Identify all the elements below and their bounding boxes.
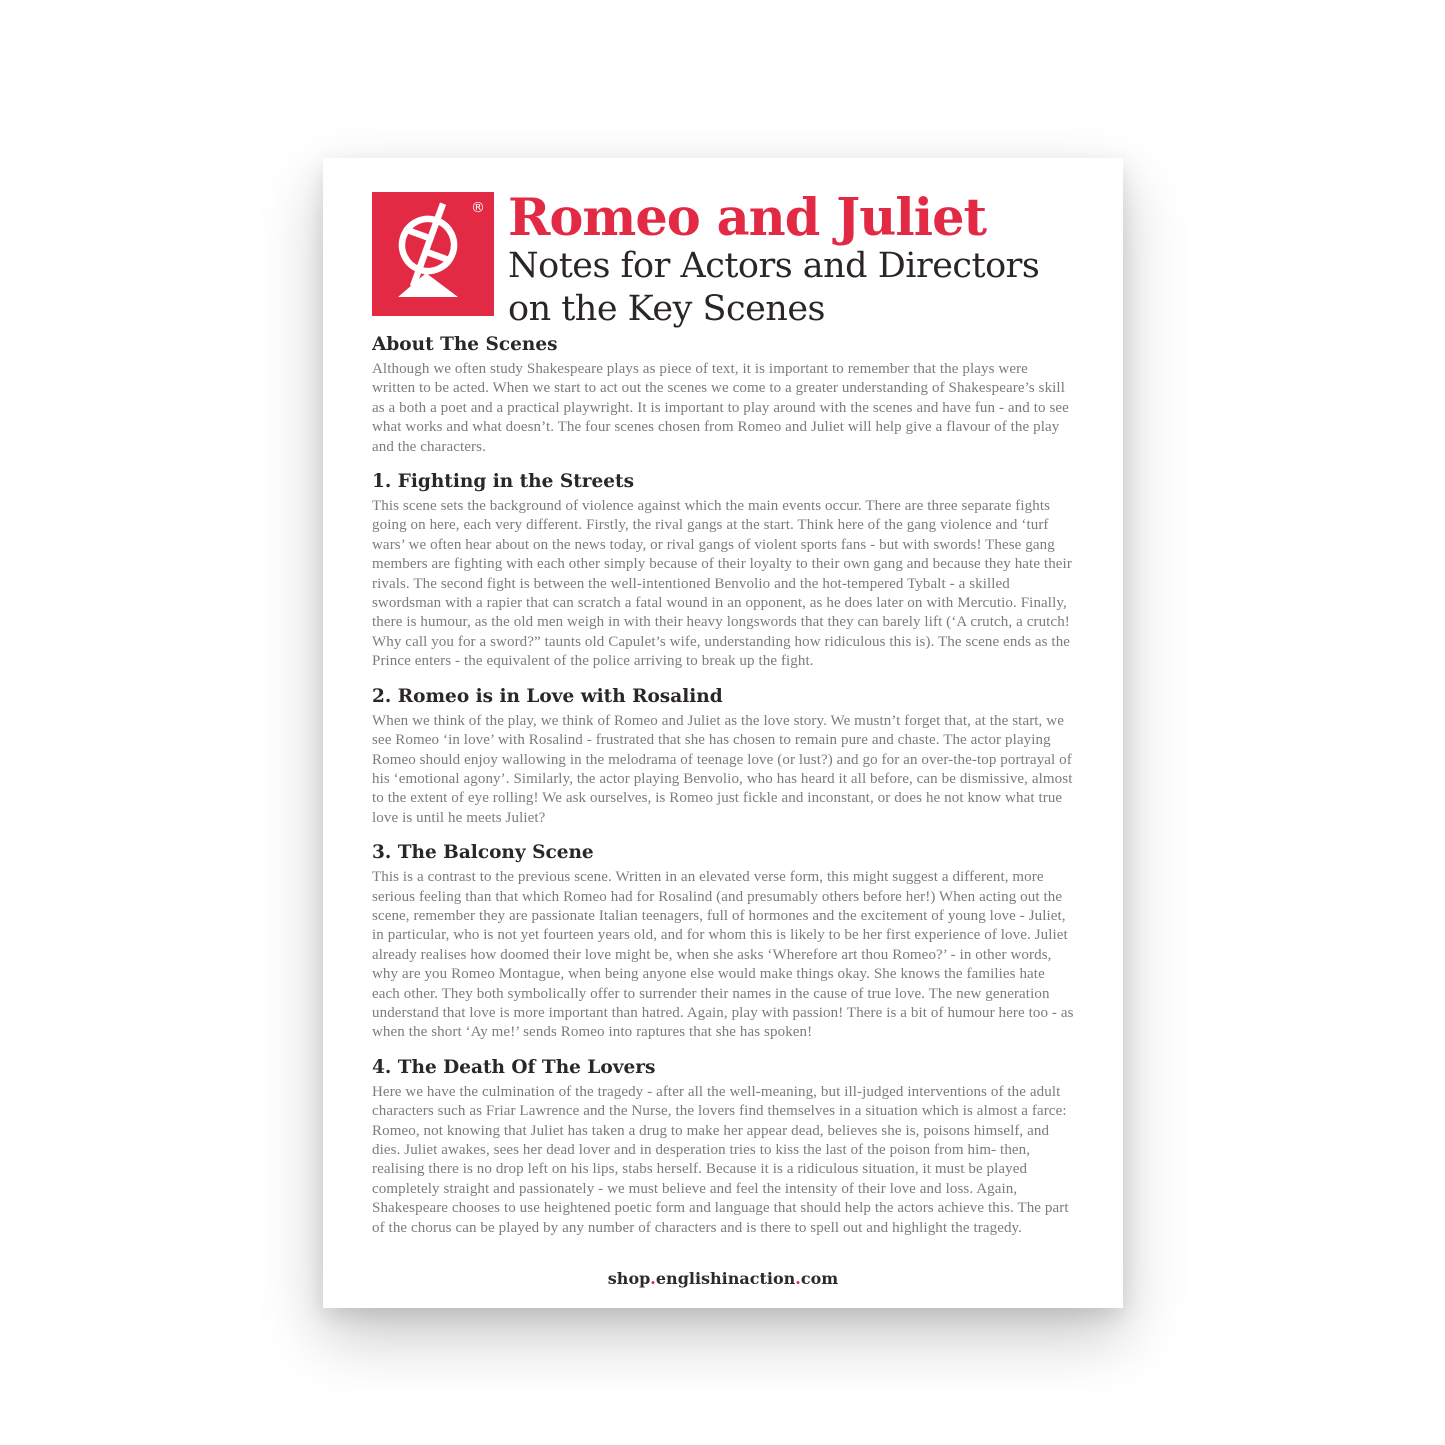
registered-trademark-mark: ® bbox=[471, 200, 485, 216]
globe-on-stand-icon bbox=[382, 200, 484, 308]
section-heading: About The Scenes bbox=[372, 334, 558, 355]
document-title: Romeo and Juliet bbox=[508, 188, 987, 248]
document-subtitle-line1: Notes for Actors and Directors bbox=[508, 246, 1040, 286]
document-subtitle-line2: on the Key Scenes bbox=[508, 289, 826, 329]
section-paragraph: When we think of the play, we think of Romeo and Juliet as the love story. We mustn’t forget that, at the start, we see Romeo ‘in love’ with Rosalind - frustrated that she has chosen to remain pure and chaste. The actor playing Romeo should enjoy wallowing in the melodrama of teenage love (or lust?) and go for an over-the-top portrayal of his ‘emotional agony’. Similarly, the actor playing Benvolio, who has heard it all before, can be dismissive, almost to the extent of eye rolling! We ask ourselves, is Romeo just fickle and inconstant, or does he not know what true love is until he meets Juliet? bbox=[372, 712, 1073, 826]
url-segment: englishinaction bbox=[655, 1269, 796, 1289]
document-content bbox=[372, 334, 1074, 1238]
section-heading: 2. Romeo is in Love with Rosalind bbox=[372, 685, 723, 707]
section-the-balcony-scene bbox=[372, 842, 1074, 1043]
section-paragraph: Here we have the culmination of the tragedy - after all the well-meaning, but ill-judged interventions of the adult characters such as Friar Lawrence and the Nurse, the lovers find themselves in a situation which is almost a farce: Romeo, not knowing that Juliet has taken a drug to make her appear dead, believes she is, poisons himself, and dies. Juliet awakes, sees her dead lover and in desperation tries to kiss the last of the poison from him- then, realising there is no drop left on his lips, stabs herself. Because it is a ridiculous situation, it must be played completely straight and passionately - we must believe and feel the intensity of their love and loss. Again, Shakespeare chooses to use heightened poetic form and language that should help the actors achieve this. The part of the chorus can be played by any number of characters and is there to spell out and highlight the tragedy. bbox=[372, 1083, 1069, 1236]
url-segment: shop bbox=[607, 1269, 651, 1289]
section-romeo-in-love-with-rosalind bbox=[372, 686, 1074, 828]
title-block bbox=[508, 188, 1040, 331]
document-page bbox=[323, 158, 1123, 1308]
section-death-of-the-lovers bbox=[372, 1057, 1074, 1238]
document-header bbox=[372, 188, 1074, 331]
url-dot: . bbox=[795, 1269, 801, 1289]
url-segment: com bbox=[800, 1269, 839, 1289]
section-paragraph: This scene sets the background of violence against which the main events occur. There are three separate fights going on here, each very different. Firstly, the rival gangs at the start. Think here of the gang violence and ‘turf wars’ we often hear about on the news today, or rival gangs of violent sports fans - but with swords! These gang members are fighting with each other simply because of their loyalty to their own gang and because they hate their rivals. The second fight is between the well-intentioned Benvolio and the hot-tempered Tybalt - a skilled swordsman with a rapier that can scratch a fatal wound in an opponent, as he does later on with Mercutio. Finally, there is humour, as the old men weigh in with their heavy longswords that they can barely lift (‘A crutch, a crutch! Why call you for a sword?” taunts old Capulet’s wife, understanding how ridiculous this is). The scene ends as the Prince enters - the equivalent of the police arriving to break up the fight. bbox=[372, 498, 1072, 670]
english-in-action-logo bbox=[372, 192, 494, 316]
section-fighting-in-the-streets bbox=[372, 471, 1074, 672]
section-about-the-scenes bbox=[372, 334, 1074, 457]
section-paragraph: This is a contrast to the previous scene. Written in an elevated verse form, this might suggest a different, more serious feeling than that which Romeo had for Rosalind (and presumably others before her!) When acting out the scene, remember they are passionate Italian teenagers, full of hormones and the excitement of young love - Juliet, in particular, who is not yet fourteen years old, and for whom this is likely to be her first experience of love. Juliet already realises how doomed their love might be, when she asks ‘Wherefore art thou Romeo?’ - in other words, why are you Romeo Montague, when being anyone else would make things okay. She knows the families hate each other. They both symbolically offer to surrender their names in the cause of true love. The new generation understand that love is more important than hatred. Again, play with passion! There is a bit of humour here too - as when the short ‘Ay me!’ sends Romeo into raptures that she has spoken! bbox=[372, 869, 1074, 1041]
footer-shop-url bbox=[323, 1269, 1123, 1288]
section-heading: 3. The Balcony Scene bbox=[372, 842, 594, 864]
section-heading: 1. Fighting in the Streets bbox=[372, 471, 634, 493]
section-paragraph: Although we often study Shakespeare plays as piece of text, it is important to remember that the plays were written to be acted. When we start to act out the scenes we come to a greater understanding of Shakespeare’s skill as a both a poet and a practical playwright. It is important to play around with the scenes and have fun - and to see what works and what doesn’t. The four scenes chosen from Romeo and Juliet will help give a flavour of the play and the characters. bbox=[372, 361, 1069, 455]
url-dot: . bbox=[650, 1269, 656, 1289]
section-heading: 4. The Death Of The Lovers bbox=[372, 1056, 656, 1078]
